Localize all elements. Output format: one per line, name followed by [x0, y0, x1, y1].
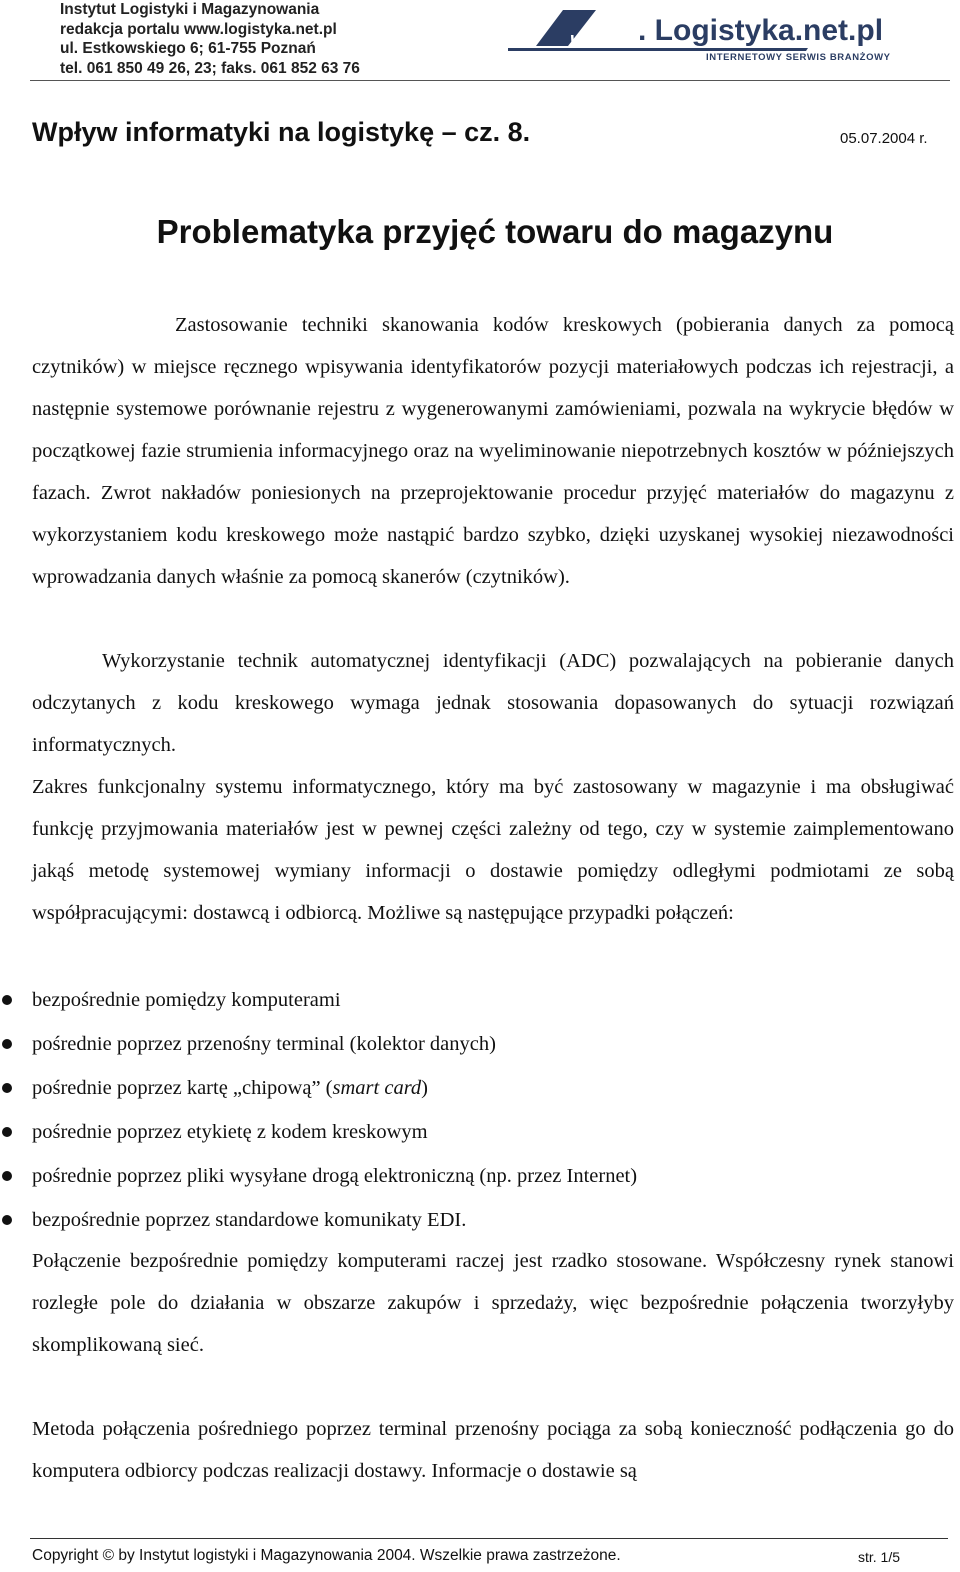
footer-page-number: str. 1/5	[858, 1549, 901, 1565]
bullet-icon	[2, 1215, 12, 1225]
institute-address-block	[60, 0, 360, 78]
bullet-icon	[2, 995, 12, 1005]
footer-divider	[30, 1538, 948, 1539]
logo-tagline: INTERNETOWY SERWIS BRANŻOWY	[706, 52, 891, 63]
list-item	[0, 1022, 960, 1066]
header-divider	[30, 80, 950, 81]
list-item-text: pośrednie poprzez kartę „chipową” (	[32, 1077, 333, 1099]
connection-types-list	[0, 978, 960, 1242]
logistyka-logo	[508, 4, 948, 76]
paragraph-2-block	[32, 640, 954, 766]
list-item	[0, 1110, 960, 1154]
list-item-italic: smart card	[332, 1077, 422, 1099]
paragraph-1-block	[32, 304, 954, 598]
list-item-text: pośrednie poprzez pliki wysyłane drogą elektroniczną (np. przez Internet)	[32, 1165, 638, 1187]
list-item-text: bezpośrednie poprzez standardowe komunikaty EDI.	[32, 1209, 467, 1231]
phone-fax: tel. 061 850 49 26, 23; faks. 061 852 63 76	[60, 59, 360, 77]
paragraph-4: Połączenie bezpośrednie pomiędzy komputerami raczej jest rzadko stosowane. Współczesny rynek stanowi rozległe pole do działania w obszarze zakupów i sprzedaży, więc bezpośrednie połączenia tworzyłyby skomplikowaną sieć.	[32, 1250, 954, 1356]
logo-www: www	[570, 29, 617, 51]
footer-copyright: Copyright © by Instytut logistyki i Magazynowania 2004. Wszelkie prawa zastrzeżone.	[32, 1547, 621, 1564]
list-item-text: bezpośrednie pomiędzy komputerami	[32, 989, 341, 1011]
list-item-text: pośrednie poprzez etykietę z kodem kreskowym	[32, 1121, 428, 1143]
bullet-icon	[2, 1083, 12, 1093]
bullet-icon	[2, 1127, 12, 1137]
paragraph-3: Zakres funkcjonalny systemu informatycznego, który ma być zastosowany w magazynie i ma obsługiwać funkcję przyjmowania materiałów jest w pewnej części zależny od tego, czy w systemie zaimplementowano jakąś metodę systemowej wymiany informacji o dostawie pomiędzy odległymi podmiotami ze sobą współpracującymi: dostawcą i odbiorcą. Możliwe są następujące przypadki połączeń:	[32, 776, 954, 924]
list-item	[0, 1198, 960, 1242]
paragraph-3-block	[32, 766, 954, 934]
paragraph-5-block	[32, 1408, 954, 1492]
paragraph-4-block	[32, 1240, 954, 1366]
section-heading: Problematyka przyjęć towaru do magazynu	[156, 213, 834, 250]
paragraph-1: Zastosowanie techniki skanowania kodów kreskowych (pobierania danych za pomocą czytników) w miejsce ręcznego wpisywania identyfikatorów pozycji materiałowych podczas ich rejestracji, a następnie systemowe porównanie rejestru z wygenerowanymi zamówieniami, pozwala na wykrycie błędów w początkowej fazie strumienia informacyjnego oraz na wyeliminowanie niepotrzebnych kosztów w późniejszych fazach. Zwrot nakładów poniesionych na przeprojektowanie procedur przyjęć materiałów do magazynu z wykorzystaniem kodu kreskowego może nastąpić bardzo szybko, dzięki uzyskanej wysokiej niezawodności wprowadzania danych właśnie za pomocą skanerów (czytników).	[32, 314, 954, 588]
paragraph-5: Metoda połączenia pośredniego poprzez terminal przenośny pociąga za sobą konieczność podłączenia go do komputera odbiorcy podczas realizacji dostawy. Informacje o dostawie są	[32, 1418, 954, 1482]
logo-text: . Logistyka.net.pl	[638, 14, 884, 47]
paragraph-2: Wykorzystanie technik automatycznej identyfikacji (ADC) pozwalających na pobieranie danych odczytanych z kodu kreskowego wymaga jednak stosowania dopasowanych do sytuacji rozwiązań informatycznych.	[32, 650, 954, 756]
institute-name: Instytut Logistyki i Magazynowania	[60, 1, 320, 18]
list-item	[0, 978, 960, 1022]
document-date: 05.07.2004 r.	[840, 130, 928, 147]
bullet-icon	[2, 1039, 12, 1049]
bullet-icon	[2, 1171, 12, 1181]
street-address: ul. Estkowskiego 6; 61-755 Poznań	[60, 40, 316, 57]
list-item	[0, 1066, 960, 1110]
portal-editor-line: redakcja portalu www.logistyka.net.pl	[60, 20, 337, 38]
list-item-text: pośrednie poprzez przenośny terminal (kolektor danych)	[32, 1033, 496, 1055]
list-item-suffix: )	[421, 1077, 428, 1099]
document-title: Wpływ informatyki na logistykę – cz. 8.	[32, 117, 531, 147]
list-item	[0, 1154, 960, 1198]
